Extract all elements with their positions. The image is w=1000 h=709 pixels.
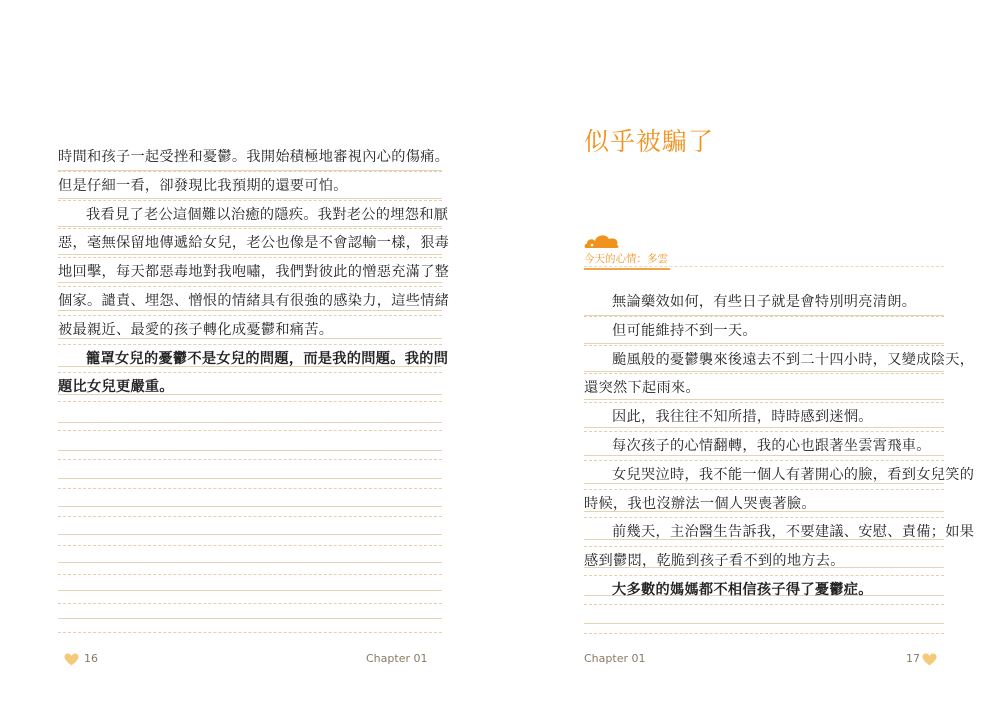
page-number: 17 <box>906 652 920 665</box>
text-line: 還突然下起雨來。 <box>584 374 944 403</box>
cloud-icon <box>584 232 620 250</box>
page-number: 16 <box>84 652 98 665</box>
text-line <box>58 460 442 489</box>
chapter-label: Chapter 01 <box>584 652 646 665</box>
text-line <box>58 604 442 633</box>
text-line: 前幾天，主治醫生告訴我，不要建議、安慰、責備；如果 <box>584 518 944 547</box>
chapter-label: Chapter 01 <box>366 652 428 665</box>
text-line <box>58 431 442 460</box>
text-line: 感到鬱悶，乾脆到孩子看不到的地方去。 <box>584 547 944 576</box>
mood-divider <box>584 266 944 267</box>
text-line <box>58 575 442 604</box>
text-line: 個家。譴責、埋怨、憎恨的情緒具有很強的感染力，這些情緒 <box>58 287 442 316</box>
text-line: 惡，毫無保留地傳遞給女兒，老公也像是不會認輸一樣，狠毒 <box>58 229 442 258</box>
left-page-body <box>58 143 450 633</box>
heart-icon <box>64 653 79 666</box>
heart-icon <box>922 653 937 666</box>
mood-label: 今天的心情：多雲 <box>584 251 670 270</box>
text-line: 時間和孩子一起受挫和憂鬱。我開始積極地審視內心的傷痛。 <box>58 143 442 172</box>
text-line: 無論藥效如何，有些日子就是會特別明亮清朗。 <box>584 288 944 317</box>
text-line: 大多數的媽媽都不相信孩子得了憂鬱症。 <box>584 576 944 605</box>
text-line <box>58 517 442 546</box>
text-line <box>58 489 442 518</box>
text-line: 地回擊，每天都惡毒地對我咆嘯，我們對彼此的憎惡充滿了整 <box>58 258 442 287</box>
text-line: 我看見了老公這個難以治癒的隱疾。我對老公的埋怨和厭 <box>58 201 442 230</box>
right-page-body <box>584 288 975 634</box>
text-line: 女兒哭泣時，我不能一個人有著開心的臉，看到女兒笑的 <box>584 461 944 490</box>
text-line: 每次孩子的心情翻轉，我的心也跟著坐雲霄飛車。 <box>584 432 944 461</box>
text-line: 但是仔細一看，卻發現比我預期的還要可怕。 <box>58 172 442 201</box>
right-page <box>500 0 1000 709</box>
text-line: 籠罩女兒的憂鬱不是女兒的問題，而是我的問題。我的問 <box>58 345 442 374</box>
text-line <box>58 546 442 575</box>
text-line: 時候，我也沒辦法一個人哭喪著臉。 <box>584 490 944 519</box>
text-line: 但可能維持不到一天。 <box>584 317 944 346</box>
text-line <box>584 605 944 634</box>
text-line: 颱風般的憂鬱襲來後遠去不到二十四小時，又變成陰天， <box>584 346 944 375</box>
text-line: 因此，我往往不知所措，時時感到迷惘。 <box>584 403 944 432</box>
text-line: 題比女兒更嚴重。 <box>58 373 442 402</box>
page-title: 似乎被騙了 <box>584 127 715 156</box>
text-line: 被最親近、最愛的孩子轉化成憂鬱和痛苦。 <box>58 316 442 345</box>
text-line <box>58 402 442 431</box>
